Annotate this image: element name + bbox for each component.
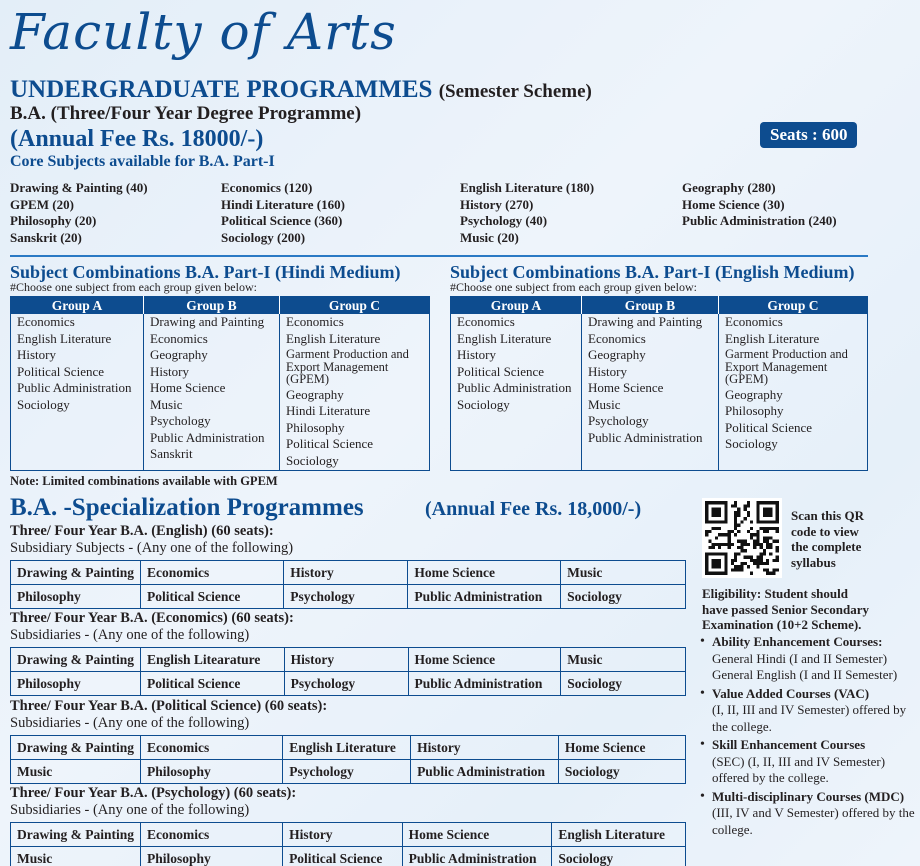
subject-item: Home Science xyxy=(588,380,664,395)
qr-caption-line: the complete xyxy=(791,539,862,554)
list-item xyxy=(702,634,917,684)
course-heading: • Ability Enhancement Courses: xyxy=(712,634,883,649)
subject-item: English Literature xyxy=(286,330,381,346)
degree-title: B.A. (Three/Four Year Degree Programme) xyxy=(10,103,362,124)
subject-cell: Drawing & Painting xyxy=(11,823,141,847)
group-a-header: Group A xyxy=(11,297,144,315)
core-subject: Political Science (360) xyxy=(221,213,343,228)
programme-subtitle: Subsidiaries - (Any one of the following) xyxy=(10,802,250,818)
course-detail: (III, IV and V Semester) offered by the college. xyxy=(712,805,915,837)
table-row xyxy=(11,760,686,784)
subject-item: Economics xyxy=(725,314,783,329)
english-medium-instruction: #Choose one subject from each group given below: xyxy=(450,280,697,294)
table-row xyxy=(11,561,686,585)
core-column-3 xyxy=(460,180,594,246)
subject-cell: Philosophy xyxy=(141,760,283,784)
core-subjects-heading: Core Subjects available for B.A. Part-I xyxy=(10,153,275,170)
subject-cell: Home Science xyxy=(558,736,685,760)
group-a-cell xyxy=(11,314,144,471)
group-a-header: Group A xyxy=(451,297,582,315)
core-subject: Drawing & Painting (40) xyxy=(10,180,148,195)
subject-cell: English Literature xyxy=(552,823,686,847)
core-subject: Psychology (40) xyxy=(460,213,548,228)
subject-cell: Sociology xyxy=(561,585,686,609)
subject-cell: History xyxy=(284,561,408,585)
group-a-cell xyxy=(451,314,582,471)
subject-cell: Economics xyxy=(141,736,283,760)
subject-item: Economics xyxy=(150,330,208,346)
core-subject: English Literature (180) xyxy=(460,180,595,195)
subject-cell: Sociology xyxy=(558,760,685,784)
subject-item: Philosophy xyxy=(286,419,345,435)
subject-cell: Music xyxy=(11,760,141,784)
subject-item: English Literature xyxy=(457,330,552,346)
subsidiary-table xyxy=(10,560,686,609)
group-c-header: Group C xyxy=(719,297,868,315)
course-detail: (SEC) (I, II, III and IV Semester) offered by the college. xyxy=(712,753,886,785)
subject-item: Economics xyxy=(17,314,75,329)
subject-cell: Public Administration xyxy=(408,585,561,609)
hindi-medium-table xyxy=(10,296,430,471)
section-divider xyxy=(10,255,868,257)
subject-item: Economics xyxy=(457,314,515,329)
subject-cell: Political Science xyxy=(141,585,284,609)
courses-list xyxy=(702,634,917,840)
list-item xyxy=(702,737,917,787)
core-column-1 xyxy=(10,180,148,246)
course-heading: • Multi-disciplinary Courses (MDC) xyxy=(712,788,905,804)
subject-item: Economics xyxy=(588,330,646,346)
group-b-cell xyxy=(582,314,719,471)
core-subject: Hindi Literature (160) xyxy=(221,196,345,212)
subject-cell: Sociology xyxy=(561,672,686,696)
subject-item: Geography xyxy=(150,347,208,362)
group-c-cell xyxy=(719,314,868,471)
subject-item: Sociology xyxy=(457,396,510,412)
core-subject: History (270) xyxy=(460,196,534,212)
group-b-header: Group B xyxy=(144,297,280,315)
qr-caption-line: Scan this QR xyxy=(791,508,864,523)
subject-item: Drawing and Painting xyxy=(150,314,265,329)
subject-cell: Philosophy xyxy=(11,585,141,609)
subject-item: Political Science xyxy=(457,363,545,379)
qr-caption-line: syllabus xyxy=(791,554,836,570)
subject-cell: Psychology xyxy=(284,585,408,609)
subject-cell: Philosophy xyxy=(11,672,141,696)
subject-item: Garment Production and Export Management (GPEM) xyxy=(725,347,848,386)
core-column-2 xyxy=(221,180,345,246)
table-row xyxy=(11,847,686,866)
subject-item: Drawing and Painting xyxy=(588,314,703,329)
table-row xyxy=(11,648,686,672)
course-detail: General English (I and II Semester) xyxy=(712,667,898,682)
subject-item: Economics xyxy=(286,314,344,329)
subject-cell: Public Administration xyxy=(402,847,552,866)
subject-cell: English Litearature xyxy=(141,648,285,672)
course-detail: (I, II, III and IV Semester) offered by the college. xyxy=(712,702,907,734)
qr-caption-line: code to view xyxy=(791,523,859,539)
subsidiary-table xyxy=(10,735,686,784)
subject-item: History xyxy=(17,347,56,362)
subject-item: Sociology xyxy=(725,436,778,451)
qr-code-icon[interactable] xyxy=(702,498,782,578)
subject-cell: Public Administration xyxy=(411,760,559,784)
subject-item: Sociology xyxy=(17,396,70,412)
core-column-4 xyxy=(682,180,837,230)
core-subject: Sanskrit (20) xyxy=(10,229,82,245)
core-subject: Public Administration (240) xyxy=(682,213,837,228)
subject-cell: Drawing & Painting xyxy=(11,736,141,760)
subject-item: Political Science xyxy=(725,419,813,435)
table-row xyxy=(11,736,686,760)
subject-item: Geography xyxy=(588,347,646,362)
subject-cell: History xyxy=(283,823,403,847)
table-row xyxy=(11,314,430,471)
subject-item: Public Administration xyxy=(588,429,703,445)
subject-item: Psychology xyxy=(150,413,211,428)
programme-heading: Three/ Four Year B.A. (English) (60 seats): xyxy=(10,523,274,539)
programme-subtitle: Subsidiary Subjects - (Any one of the following) xyxy=(10,540,294,556)
course-heading: • Skill Enhancement Courses xyxy=(712,737,866,752)
table-row xyxy=(11,585,686,609)
hindi-medium-instruction: #Choose one subject from each group given below: xyxy=(10,280,257,294)
table-header-row xyxy=(11,297,430,315)
table-row xyxy=(11,823,686,847)
list-item xyxy=(702,789,917,839)
subject-cell: Music xyxy=(561,648,686,672)
subject-item: Home Science xyxy=(150,380,226,395)
subject-item: English Literature xyxy=(17,330,112,346)
group-b-cell xyxy=(144,314,280,471)
programme-subtitle: Subsidiaries - (Any one of the following) xyxy=(10,715,250,731)
table-row xyxy=(451,314,868,471)
subsidiary-table xyxy=(10,822,686,866)
core-subject: Economics (120) xyxy=(221,180,313,195)
subject-item: Geography xyxy=(286,386,344,402)
core-subject: Philosophy (20) xyxy=(10,213,97,228)
subject-cell: Drawing & Painting xyxy=(11,648,141,672)
specialization-fee: (Annual Fee Rs. 18,000/-) xyxy=(425,498,642,520)
eligibility-line: Examination (10+2 Scheme). xyxy=(702,617,862,632)
subject-cell: Economics xyxy=(141,823,283,847)
subject-cell: Psychology xyxy=(284,672,408,696)
subject-cell: Philosophy xyxy=(141,847,283,866)
eligibility-line: Eligibility: Student should xyxy=(702,586,848,601)
subject-cell: Psychology xyxy=(283,760,411,784)
core-subject: Home Science (30) xyxy=(682,196,785,212)
subject-item: Philosophy xyxy=(725,403,784,418)
subject-cell: Political Science xyxy=(283,847,403,866)
subject-cell: Economics xyxy=(141,561,284,585)
eligibility-line: have passed Senior Secondary xyxy=(702,601,869,617)
course-detail: General Hindi (I and II Semester) xyxy=(712,650,888,666)
core-subject: GPEM (20) xyxy=(10,196,74,212)
programme-heading: Three/ Four Year B.A. (Economics) (60 seats): xyxy=(10,610,294,626)
list-item xyxy=(702,686,917,736)
subject-item: Sanskrit xyxy=(150,446,193,461)
subject-cell: Music xyxy=(561,561,686,585)
core-subject: Sociology (200) xyxy=(221,229,306,245)
group-c-cell xyxy=(280,314,430,471)
subject-item: Hindi Literature xyxy=(286,403,371,418)
subject-cell: Drawing & Painting xyxy=(11,561,141,585)
gpem-note: Note: Limited combinations available with GPEM xyxy=(10,474,278,488)
subject-cell: Public Administration xyxy=(408,672,561,696)
subject-item: Sociology xyxy=(286,452,339,468)
subject-item: Public Administration xyxy=(457,380,572,395)
subject-item: History xyxy=(588,363,627,379)
subject-item: Music xyxy=(150,396,183,412)
ug-title-text: UNDERGRADUATE PROGRAMMES xyxy=(10,76,433,103)
subject-item: Political Science xyxy=(286,436,374,451)
ug-scheme: (Semester Scheme) xyxy=(438,81,592,102)
course-heading: • Value Added Courses (VAC) xyxy=(712,685,870,701)
subject-cell: Political Science xyxy=(141,672,285,696)
hindi-medium-title: Subject Combinations B.A. Part-I (Hindi Medium) xyxy=(10,262,401,282)
subject-item: Psychology xyxy=(588,413,649,428)
subject-item: English Literature xyxy=(725,330,820,346)
subject-item: History xyxy=(150,363,189,379)
subject-cell: Sociology xyxy=(552,847,686,866)
programme-heading: Three/ Four Year B.A. (Political Science) (60 seats): xyxy=(10,698,328,714)
subject-cell: Home Science xyxy=(408,648,561,672)
subject-item: Garment Production and Export Management (GPEM) xyxy=(286,347,409,386)
ug-title xyxy=(10,76,592,106)
subject-item: Public Administration xyxy=(150,429,265,445)
group-c-header: Group C xyxy=(280,297,430,315)
subject-cell: Home Science xyxy=(402,823,552,847)
table-header-row xyxy=(451,297,868,315)
specialization-title: B.A. -Specialization Programmes xyxy=(10,494,364,521)
group-b-header: Group B xyxy=(582,297,719,315)
programme-heading: Three/ Four Year B.A. (Psychology) (60 seats): xyxy=(10,785,297,801)
subject-item: Political Science xyxy=(17,363,105,379)
eligibility-text xyxy=(702,586,869,633)
subject-cell: English Literature xyxy=(283,736,411,760)
english-medium-title: Subject Combinations B.A. Part-I (English Medium) xyxy=(450,262,855,282)
english-medium-table xyxy=(450,296,868,471)
subject-cell: History xyxy=(411,736,559,760)
core-subject: Music (20) xyxy=(460,229,519,245)
subject-cell: History xyxy=(284,648,408,672)
subject-item: Geography xyxy=(725,386,783,402)
subject-item: Music xyxy=(588,396,621,412)
subsidiary-table xyxy=(10,647,686,696)
annual-fee: (Annual Fee Rs. 18000/-) xyxy=(10,126,264,152)
core-subject: Geography (280) xyxy=(682,180,776,195)
faculty-title: Faculty of Arts xyxy=(10,3,397,61)
qr-caption xyxy=(791,508,864,570)
subject-item: Public Administration xyxy=(17,380,132,395)
subject-cell: Home Science xyxy=(408,561,561,585)
programme-subtitle: Subsidiaries - (Any one of the following) xyxy=(10,627,250,643)
table-row xyxy=(11,672,686,696)
seats-badge: Seats : 600 xyxy=(760,122,857,148)
subject-cell: Music xyxy=(11,847,141,866)
subject-item: History xyxy=(457,347,496,362)
